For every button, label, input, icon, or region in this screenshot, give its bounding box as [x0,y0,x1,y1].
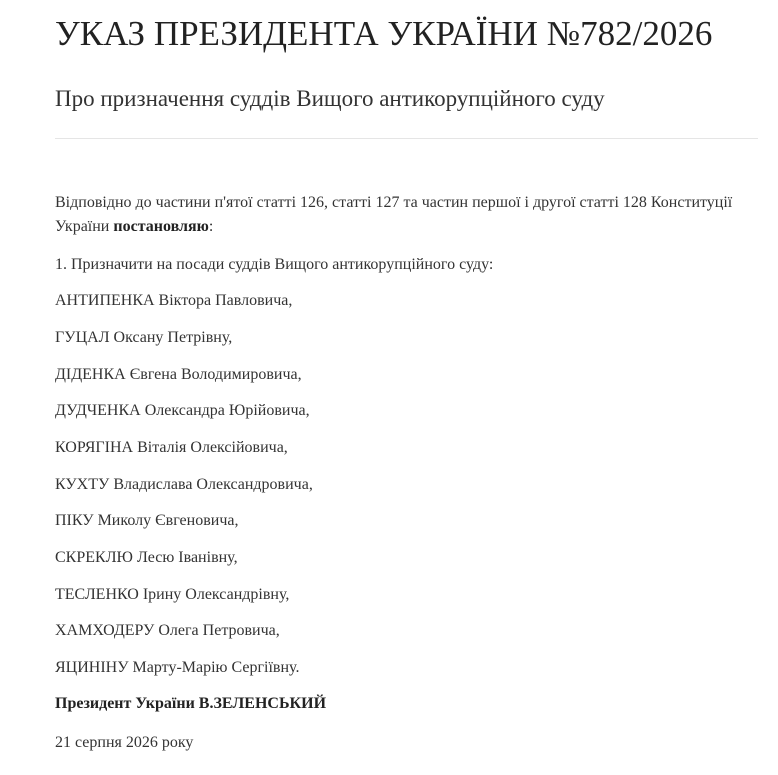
judge-item: ЯЦИНІНУ Марту-Марію Сергіївну. [55,659,300,676]
intro-end: : [208,218,214,235]
decree-title: УКАЗ ПРЕЗИДЕНТА УКРАЇНИ №782/2026 [55,14,713,53]
intro-bold: постановляю [113,218,209,235]
divider [55,138,758,139]
intro-paragraph [55,191,758,239]
judge-item: ХАМХОДЕРУ Олега Петровича, [55,622,280,639]
judge-item: ПІКУ Миколу Євгеновича, [55,512,239,529]
signature: Президент України В.ЗЕЛЕНСЬКИЙ [55,695,327,712]
intro-text: Відповідно до частини п'ятої статті 126, статті 127 та частин першої і другої статті 128 Конституції України [55,194,733,235]
judge-item: СКРЕКЛЮ Лесю Іванівну, [55,549,238,566]
point-1: 1. Призначити на посади суддів Вищого антикорупційного суду: [55,256,494,273]
judge-item: КУХТУ Владислава Олександровича, [55,476,313,493]
judge-item: ТЕСЛЕНКО Ірину Олександрівну, [55,586,290,603]
decree-subtitle: Про призначення суддів Вищого антикорупційного суду [55,86,605,111]
decree-date: 21 серпня 2026 року [55,734,194,751]
decree-body [55,191,758,751]
judge-item: ДУДЧЕНКА Олександра Юрійовича, [55,402,310,419]
judge-item: ДІДЕНКА Євгена Володимировича, [55,366,302,383]
judge-item: КОРЯГІНА Віталія Олексійовича, [55,439,288,456]
judge-item: АНТИПЕНКА Віктора Павловича, [55,292,293,309]
judge-item: ГУЦАЛ Оксану Петрівну, [55,329,233,346]
